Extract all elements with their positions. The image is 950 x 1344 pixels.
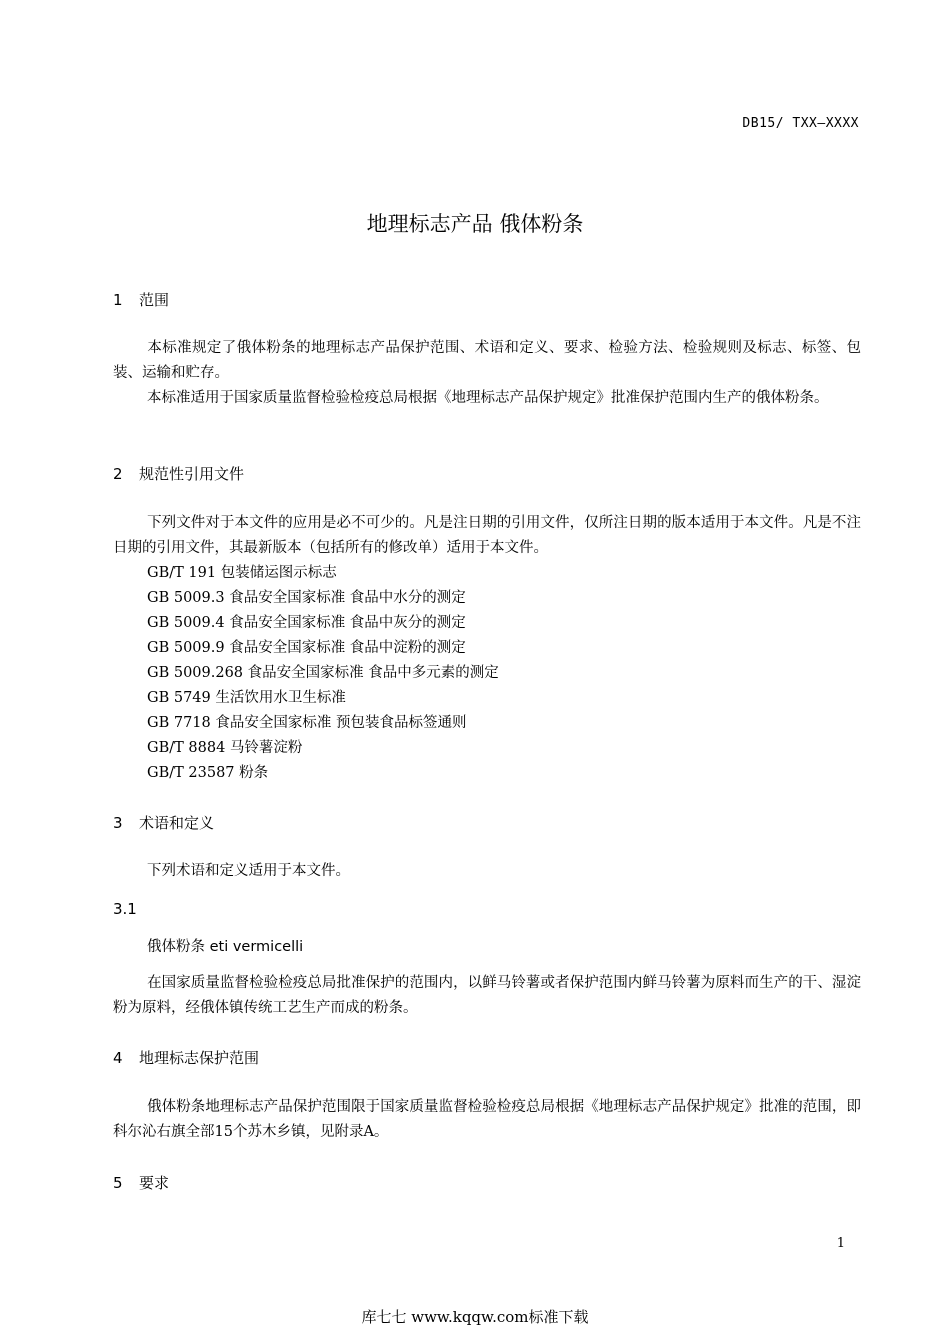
section-number: 5 <box>113 1174 123 1192</box>
section-title: 范围 <box>139 291 170 309</box>
section-heading-terms <box>113 812 214 833</box>
paragraph: 本标准适用于国家质量监督检验检疫总局根据《地理标志产品保护规定》批准保护范围内生产的俄体粉条。 <box>147 390 829 406</box>
paragraph: 下列术语和定义适用于本文件。 <box>147 863 350 879</box>
reference-item: GB 7718 食品安全国家标准 预包装食品标签通则 <box>147 715 467 731</box>
reference-item: GB 5009.4 食品安全国家标准 食品中灰分的测定 <box>147 615 466 631</box>
section-number: 3 <box>113 814 123 832</box>
paragraph: 本标准规定了俄体粉条的地理标志产品保护范围、术语和定义、要求、检验方法、检验规则及标志、标签、包装、运输和贮存。 <box>113 340 861 381</box>
term-definition: 在国家质量监督检验检疫总局批准保护的范围内，以鲜马铃薯或者保护范围内鲜马铃薯为原料而生产的干、湿淀粉为原料，经俄体镇传统工艺生产而成的粉条。 <box>113 975 861 1016</box>
term-name: 俄体粉条 eti vermicelli <box>147 939 304 955</box>
reference-item: GB/T 23587 粉条 <box>147 765 269 781</box>
section-heading-scope <box>113 289 169 310</box>
reference-item: GB/T 8884 马铃薯淀粉 <box>147 740 303 756</box>
section-heading-requirements <box>113 1172 169 1193</box>
reference-item: GB 5009.9 食品安全国家标准 食品中淀粉的测定 <box>147 640 466 656</box>
section-title: 规范性引用文件 <box>139 465 245 483</box>
section-heading-protection-scope <box>113 1047 259 1068</box>
section-number: 2 <box>113 465 123 483</box>
footer-watermark: 库七七 www.kqqw.com标准下载 <box>361 1308 589 1326</box>
paragraph: 下列文件对于本文件的应用是必不可少的。凡是注日期的引用文件，仅所注日期的版本适用于本文件。凡是不注日期的引用文件，其最新版本（包括所有的修改单）适用于本文件。 <box>113 515 861 556</box>
section-heading-references <box>113 463 244 484</box>
page-number: 1 <box>836 1236 845 1251</box>
page-title: 地理标志产品 俄体粉条 <box>366 212 584 236</box>
reference-item: GB 5749 生活饮用水卫生标准 <box>147 690 346 706</box>
section-number: 4 <box>113 1049 123 1067</box>
section-title: 术语和定义 <box>139 814 215 832</box>
reference-item: GB 5009.268 食品安全国家标准 食品中多元素的测定 <box>147 665 499 681</box>
paragraph: 俄体粉条地理标志产品保护范围限于国家质量监督检验检疫总局根据《地理标志产品保护规定》批准的范围，即科尔沁右旗全部15个苏木乡镇，见附录A。 <box>113 1099 861 1140</box>
reference-item: GB 5009.3 食品安全国家标准 食品中水分的测定 <box>147 590 466 606</box>
subsection-number: 3.1 <box>113 900 137 918</box>
section-title: 要求 <box>139 1174 170 1192</box>
document-code: DB15/ TXX—XXXX <box>742 116 859 131</box>
section-number: 1 <box>113 291 123 309</box>
reference-item: GB/T 191 包装储运图示标志 <box>147 565 337 581</box>
section-title: 地理标志保护范围 <box>139 1049 260 1067</box>
